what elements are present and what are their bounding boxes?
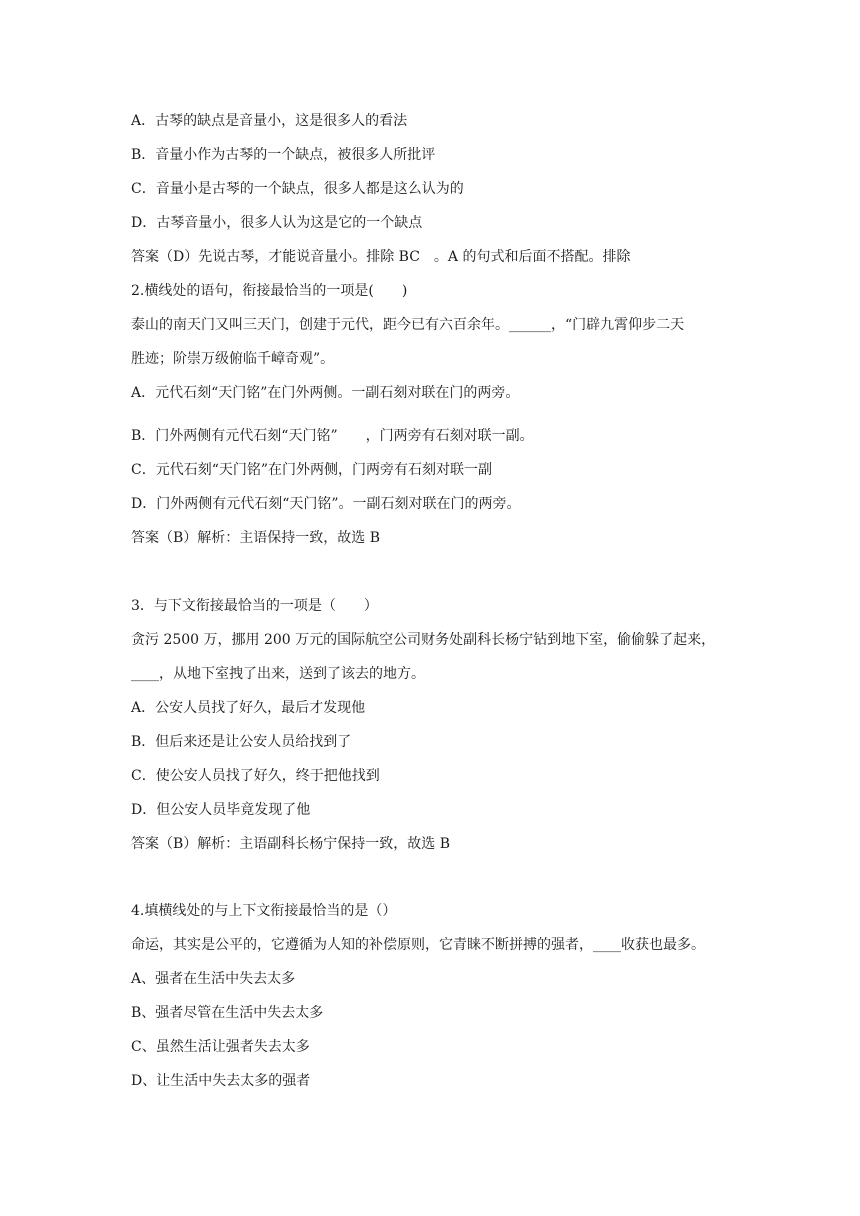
- q1-option-c: C．音量小是古琴的一个缺点，很多人都是这么认为的: [131, 181, 464, 197]
- q3-stem: 3．与下文衔接最恰当的一项是（ ）: [131, 598, 378, 614]
- q3-passage-line-1: 贪污 2500 万，挪用 200 万元的国际航空公司财务处副科长杨宁钻到地下室，偷偷躲了起来，: [131, 632, 716, 648]
- q2-answer: 答案（B）解析：主语保持一致，故选 B: [131, 530, 381, 546]
- q1-option-d: D．古琴音量小，很多人认为这是它的一个缺点: [131, 215, 423, 231]
- q3-option-c: C．使公安人员找了好久，终于把他找到: [131, 768, 380, 784]
- q3-passage-line-2: ____，从地下室拽了出来，送到了该去的地方。: [131, 666, 425, 682]
- q3-option-a: A．公安人员找了好久，最后才发现他: [131, 700, 366, 716]
- q4-option-a: A、强者在生活中失去太多: [131, 971, 296, 987]
- q2-option-b: B．门外两侧有元代石刻“天门铭” ，门两旁有石刻对联一副。: [131, 428, 534, 444]
- q4-option-c: C、虽然生活让强者失去太多: [131, 1039, 310, 1055]
- q2-option-a: A．元代石刻“天门铭”在门外两侧。一副石刻对联在门的两旁。: [131, 385, 520, 401]
- q2-option-d: D．门外两侧有元代石刻“天门铭”。一副石刻对联在门的两旁。: [131, 496, 521, 512]
- q2-stem: 2.横线处的语句，衔接最恰当的一项是( ): [131, 283, 408, 299]
- q1-answer: 答案（D）先说古琴，才能说音量小。排除 BC 。A 的句式和后面不搭配。排除: [131, 249, 631, 265]
- q3-option-b: B．但后来还是让公安人员给找到了: [131, 734, 352, 750]
- q1-option-b: B．音量小作为古琴的一个缺点，被很多人所批评: [131, 147, 436, 163]
- q3-option-d: D．但公安人员毕竟发现了他: [131, 802, 311, 818]
- q4-passage-line-1: 命运，其实是公平的，它遵循为人知的补偿原则，它青睐不断拼搏的强者，____收获也最多。: [131, 937, 705, 953]
- q3-answer: 答案（B）解析：主语副科长杨宁保持一致，故选 B: [131, 836, 451, 852]
- q2-passage-line-2: 胜迹；阶崇万级俯临千嶂奇观”。: [131, 351, 335, 367]
- q4-stem: 4.填横线处的与上下文衔接最恰当的是（）: [131, 903, 397, 919]
- q2-passage-line-1: 泰山的南天门又叫三天门，创建于元代，距今已有六百余年。______，“门辟九霄仰步二天: [131, 317, 685, 333]
- q4-option-d: D、让生活中失去太多的强者: [131, 1073, 311, 1089]
- q4-option-b: B、强者尽管在生活中失去太多: [131, 1005, 324, 1021]
- q1-option-a: A．古琴的缺点是音量小，这是很多人的看法: [131, 113, 408, 129]
- q2-option-c: C．元代石刻“天门铭”在门外两侧，门两旁有石刻对联一副: [131, 462, 493, 478]
